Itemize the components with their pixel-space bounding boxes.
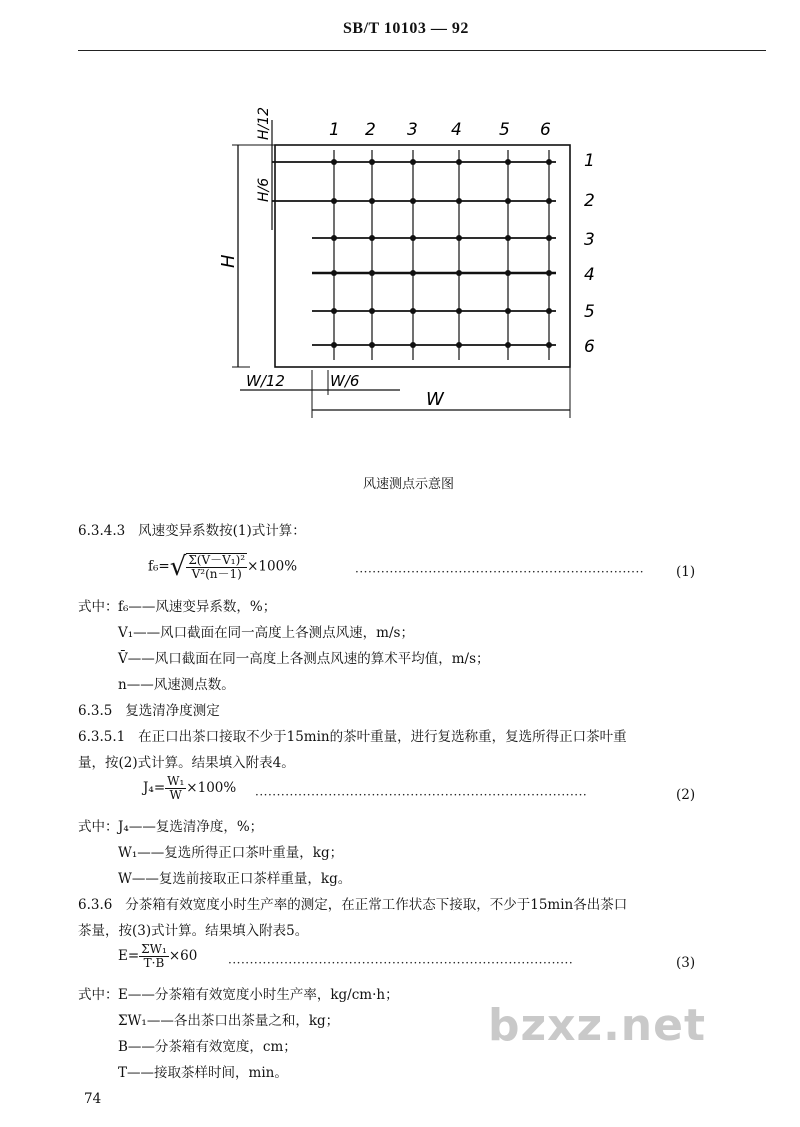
measuring-point-r6-c6 <box>546 342 552 348</box>
row-label-2: 2 <box>584 191 595 211</box>
equation-number-1: (1) <box>676 564 696 580</box>
measuring-point-r5-c1 <box>331 308 337 314</box>
def-symbol: J₄ <box>118 819 129 835</box>
formula-1-denominator: V̄²(n－1) <box>191 567 242 581</box>
def-text: 接取茶样时间，min。 <box>154 1065 288 1081</box>
formula-3-tail: ×60 <box>168 948 198 964</box>
column-label-3: 3 <box>407 120 418 140</box>
measuring-points-diagram <box>0 0 800 470</box>
def-text: 风口截面在同一高度上各测点风速，m/s； <box>160 625 414 641</box>
def-dash: —— <box>127 1039 155 1055</box>
clause-6-3-5-1-line2: 量，按(2)式计算。结果填入附表4。 <box>78 755 295 771</box>
def-text: 复选前接取正口茶样重量，kg。 <box>158 871 352 887</box>
formula-3-denominator: T·B <box>143 956 165 970</box>
row-label-5: 5 <box>584 302 595 322</box>
formula-1-numerator: Σ(V̄－V₁)² <box>188 553 246 567</box>
column-label-6: 6 <box>540 120 551 140</box>
column-label-1: 1 <box>329 120 340 140</box>
measuring-point-r6-c1 <box>331 342 337 348</box>
where-2-prefix: 式中： <box>78 819 119 835</box>
def-symbol: T <box>118 1065 128 1081</box>
formula-1-tail: ×100% <box>247 558 298 575</box>
measuring-point-r1-c2 <box>369 159 375 165</box>
def-symbol: ΣW₁ <box>118 1013 147 1029</box>
clause-number: 6.3.5.1 <box>78 729 126 745</box>
def-dash: —— <box>127 651 155 667</box>
measuring-point-r3-c6 <box>546 235 552 241</box>
def-w1 <box>118 844 343 862</box>
measuring-point-r1-c1 <box>331 159 337 165</box>
formula-3-leader: ················································································ <box>228 956 574 970</box>
def-dash: —— <box>128 599 156 615</box>
column-label-2: 2 <box>365 120 376 140</box>
def-sum-w1 <box>118 1012 339 1030</box>
row-label-6: 6 <box>584 337 595 357</box>
measuring-point-r5-c6 <box>546 308 552 314</box>
measuring-point-r2-c4 <box>456 198 462 204</box>
def-dash: —— <box>137 845 165 861</box>
column-label-5: 5 <box>499 120 510 140</box>
def-dash: —— <box>131 871 159 887</box>
clause-6-3-4-3 <box>78 522 306 540</box>
def-text: 分茶箱有效宽度小时生产率，kg/cm·h； <box>154 987 399 1003</box>
measuring-point-r1-c5 <box>505 159 511 165</box>
formula-1 <box>148 553 297 581</box>
formula-1-lhs: f₆= <box>148 558 170 575</box>
page-number: 74 <box>84 1091 102 1107</box>
def-b <box>118 1038 297 1056</box>
def-dash: —— <box>126 677 154 693</box>
measuring-point-r4-c3 <box>410 270 416 276</box>
def-dash: —— <box>128 819 156 835</box>
def-n <box>118 676 235 694</box>
duct-outline <box>275 145 570 367</box>
def-j4 <box>118 818 263 836</box>
measuring-point-r5-c3 <box>410 308 416 314</box>
clause-title: 复选清净度测定 <box>125 703 220 719</box>
def-text: 风速测点数。 <box>153 677 235 693</box>
formula-1-fraction <box>186 553 247 581</box>
def-vbar <box>118 650 490 668</box>
row-label-1: 1 <box>584 151 595 171</box>
measuring-point-r3-c3 <box>410 235 416 241</box>
clause-6-3-6-line2: 茶量，按(3)式计算。结果填入附表5。 <box>78 923 309 939</box>
measuring-point-r5-c5 <box>505 308 511 314</box>
measuring-point-r3-c2 <box>369 235 375 241</box>
clause-6-3-6-line1 <box>78 896 627 914</box>
measuring-point-r4-c5 <box>505 270 511 276</box>
formula-2-numerator: W₁ <box>167 774 185 788</box>
measuring-point-r2-c6 <box>546 198 552 204</box>
measuring-point-r4-c4 <box>456 270 462 276</box>
row-label-3: 3 <box>584 230 595 250</box>
def-text: 复选清净度，%； <box>155 819 264 835</box>
def-dash: —— <box>127 987 155 1003</box>
def-text: 风速变异系数，%； <box>155 599 277 615</box>
def-dash: —— <box>127 1065 155 1081</box>
dim-h6-label: H/6 <box>256 177 272 202</box>
formula-2-tail: ×100% <box>186 780 237 796</box>
formula-2-leader: ············································································· <box>255 788 588 802</box>
formula-3 <box>118 943 197 970</box>
where-1-prefix: 式中： <box>78 599 119 615</box>
def-symbol: W₁ <box>118 845 138 861</box>
measuring-point-r6-c3 <box>410 342 416 348</box>
def-symbol: W <box>118 871 132 887</box>
dim-w6-label: W/6 <box>330 372 360 390</box>
measuring-point-r2-c5 <box>505 198 511 204</box>
def-text: 分茶箱有效宽度，cm； <box>154 1039 297 1055</box>
formula-2-lhs: J₄= <box>143 780 166 796</box>
dim-w12-label: W/12 <box>246 372 285 390</box>
measuring-point-r1-c3 <box>410 159 416 165</box>
def-text: 风口截面在同一高度上各测点风速的算术平均值，m/s； <box>154 651 490 667</box>
clause-number: 6.3.6 <box>78 897 113 913</box>
figure-caption: 风速测点示意图 <box>363 477 455 492</box>
equation-number-2: (2) <box>676 787 696 803</box>
measuring-point-r1-c6 <box>546 159 552 165</box>
formula-1-leader: ··································································· <box>355 565 645 579</box>
def-symbol: V₁ <box>118 625 134 641</box>
column-label-4: 4 <box>451 120 462 140</box>
formula-2-fraction <box>165 775 186 802</box>
clause-text: 风速变异系数按(1)式计算： <box>138 523 306 539</box>
clause-text: 分茶箱有效宽度小时生产率的测定，在正常工作状态下接取，不少于15min各出茶口 <box>125 897 628 913</box>
watermark: bzxz.net <box>488 1000 707 1051</box>
row-label-4: 4 <box>584 265 595 285</box>
measuring-point-r6-c4 <box>456 342 462 348</box>
measuring-point-r4-c6 <box>546 270 552 276</box>
def-text: 复选所得正口茶叶重量，kg； <box>164 845 344 861</box>
measuring-point-r4-c1 <box>331 270 337 276</box>
formula-3-numerator: ΣW₁ <box>141 942 167 956</box>
clause-text: 在正口出茶口接取不少于15min的茶叶重量，进行复选称重，复选所得正口茶叶重 <box>138 729 627 745</box>
measuring-point-r2-c1 <box>331 198 337 204</box>
measuring-point-r5-c4 <box>456 308 462 314</box>
def-symbol: f₆ <box>118 599 129 615</box>
def-symbol: V̄ <box>118 651 128 667</box>
sqrt-sign: √ <box>169 552 187 582</box>
formula-3-lhs: E= <box>118 948 140 964</box>
clause-6-3-5-1-line1 <box>78 728 627 746</box>
equation-number-3: (3) <box>676 955 696 971</box>
def-dash: —— <box>133 625 161 641</box>
def-v1 <box>118 624 414 642</box>
clause-6-3-5 <box>78 702 220 720</box>
formula-3-fraction <box>139 943 169 970</box>
clause-number: 6.3.5 <box>78 703 113 719</box>
measuring-point-r6-c2 <box>369 342 375 348</box>
standard-number: SB/T 10103 — 92 <box>343 20 469 37</box>
where-3-prefix: 式中： <box>78 987 119 1003</box>
formula-2-denominator: W <box>169 788 182 802</box>
measuring-point-r3-c1 <box>331 235 337 241</box>
measuring-point-r3-c4 <box>456 235 462 241</box>
def-symbol: E <box>118 987 128 1003</box>
def-dash: —— <box>146 1013 174 1029</box>
formula-2 <box>143 775 236 802</box>
measuring-point-r2-c3 <box>410 198 416 204</box>
measuring-point-r2-c2 <box>369 198 375 204</box>
def-e <box>118 986 399 1004</box>
measuring-point-r1-c4 <box>456 159 462 165</box>
def-w <box>118 870 351 888</box>
def-symbol: B <box>118 1039 128 1055</box>
dim-h12-label: H/12 <box>256 106 272 140</box>
dim-h-label: H <box>218 254 239 268</box>
def-f6 <box>118 598 276 616</box>
clause-number: 6.3.4.3 <box>78 523 126 539</box>
measuring-point-r3-c5 <box>505 235 511 241</box>
measuring-point-r6-c5 <box>505 342 511 348</box>
def-text: 各出茶口出茶量之和，kg； <box>173 1013 340 1029</box>
measuring-point-r5-c2 <box>369 308 375 314</box>
def-t <box>118 1064 288 1082</box>
dim-w-label: W <box>426 389 444 410</box>
def-symbol: n <box>118 677 127 693</box>
measuring-point-r4-c2 <box>369 270 375 276</box>
